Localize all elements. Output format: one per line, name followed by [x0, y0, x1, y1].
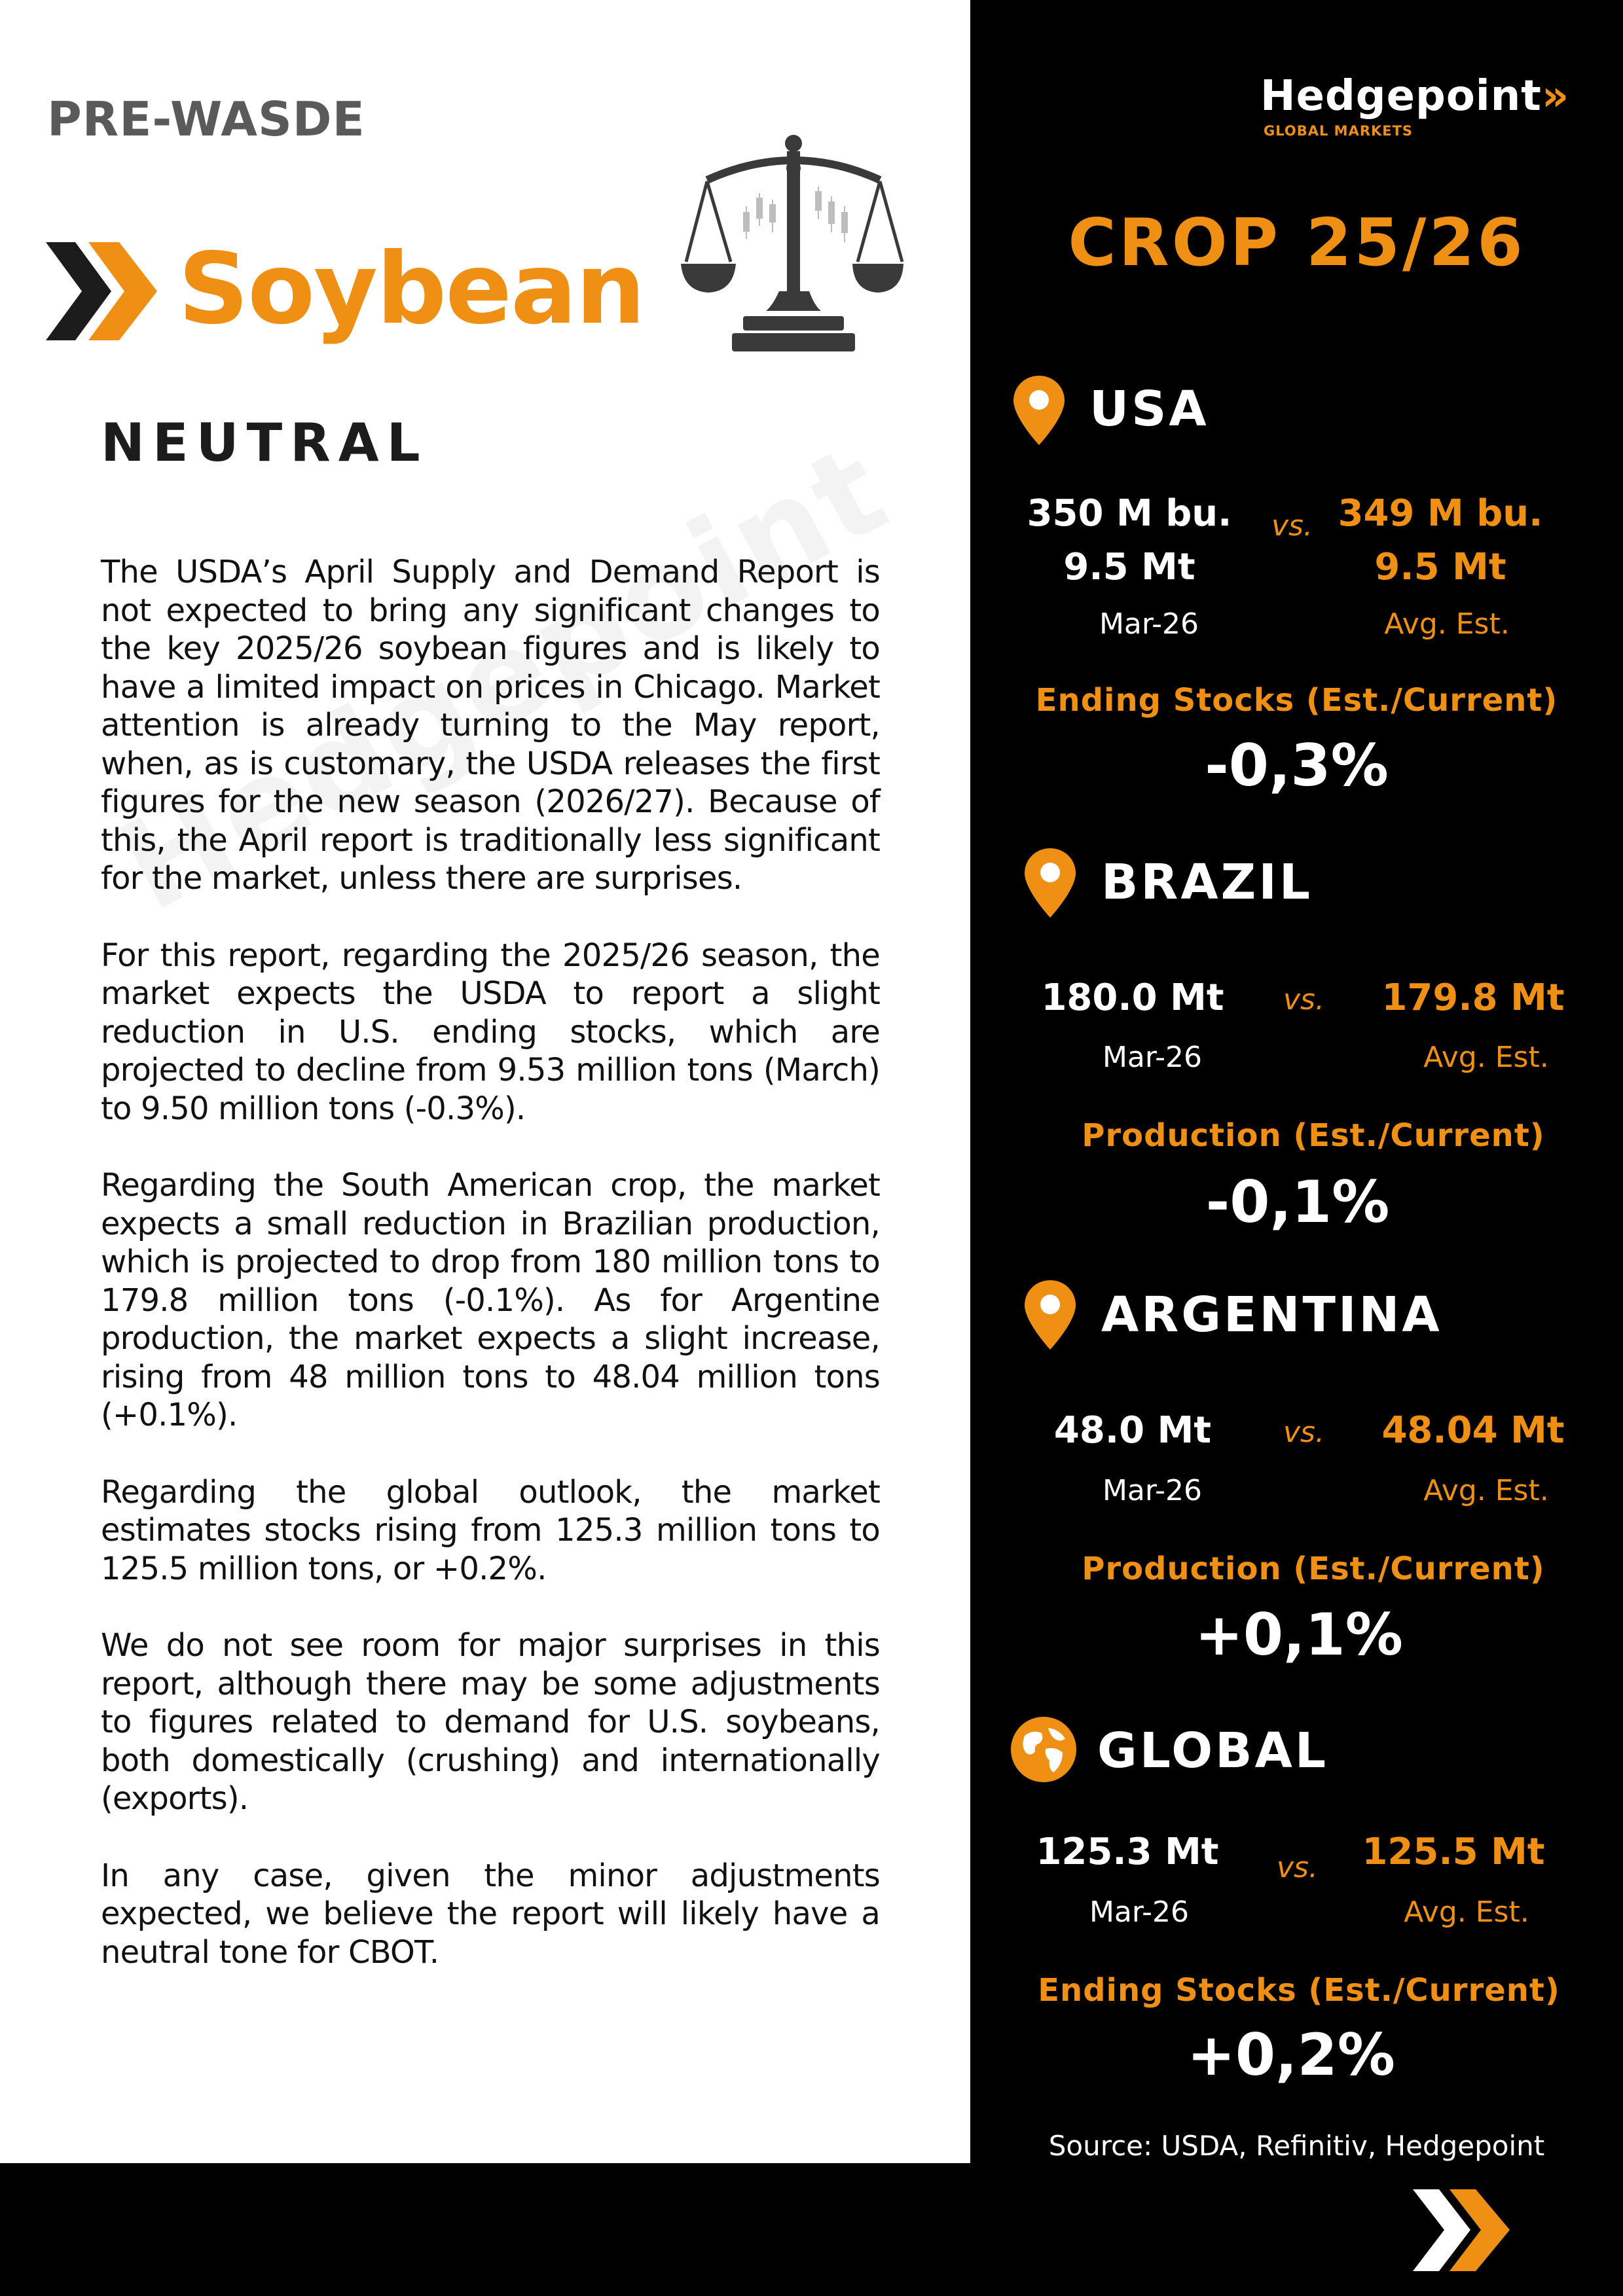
- brand-logo: [1260, 72, 1569, 120]
- footer-band: [0, 2163, 1623, 2296]
- map-pin-icon: [1012, 374, 1066, 446]
- current-label: Mar-26: [1102, 1041, 1203, 1074]
- current-value: 180.0 Mt: [1041, 977, 1224, 1019]
- estimate-value: 349 M bu.: [1338, 492, 1543, 535]
- current-label: Mar-26: [1089, 1895, 1190, 1929]
- current-value: 350 M bu.: [1027, 492, 1232, 535]
- paragraph: For this report, regarding the 2025/26 season, the market expects the USDA to report a slight reduction in U.S. ending stocks, which are projected to decline from 9.53 million tons (March) to 9.50 million tons (-0.3%).: [101, 937, 880, 1127]
- metric-label: Production (Est./Current): [1082, 1117, 1545, 1154]
- source-note: Source: USDA, Refinitiv, Hedgepoint: [1048, 2130, 1545, 2162]
- current-label: Mar-26: [1099, 607, 1199, 641]
- estimate-label: Avg. Est.: [1423, 1041, 1549, 1074]
- paragraph: The USDA’s April Supply and Demand Report is not expected to bring any significant changes to the key 2025/26 soybean figures and is likely to have a limited impact on prices in Chicago. Market attention is already turning to the May report, when, as is customary, the USDA releases the first figures for the new season (2026/27). Because of this, the April report is traditionally less significant for the market, unless there are surprises.: [101, 554, 880, 897]
- chevron-arrows-icon: [1413, 2189, 1510, 2271]
- estimate-label: Avg. Est.: [1384, 607, 1510, 641]
- metric-label: Ending Stocks (Est./Current): [1035, 682, 1558, 719]
- change-percent: -0,1%: [1205, 1168, 1390, 1236]
- map-pin-icon: [1023, 847, 1077, 919]
- change-percent: -0,3%: [1205, 732, 1389, 799]
- change-percent: +0,2%: [1187, 2021, 1395, 2089]
- region-name-brazil: BRAZIL: [1101, 854, 1313, 910]
- estimate-value: 179.8 Mt: [1381, 977, 1565, 1019]
- estimate-label: Avg. Est.: [1404, 1895, 1529, 1929]
- paragraph: We do not see room for major surprises in this report, although there may be some adjustments to figures related to demand for U.S. soybeans, both domestically (crushing) and internationally (exports).: [101, 1627, 880, 1817]
- vs-label: vs.: [1271, 509, 1313, 543]
- current-value: 125.3 Mt: [1036, 1831, 1219, 1873]
- sentiment-label: NEUTRAL: [101, 412, 428, 473]
- current-label: Mar-26: [1102, 1474, 1203, 1507]
- paragraph: Regarding the South American crop, the market expects a small reduction in Brazilian production, which is projected to drop from 180 million tons to 179.8 million tons (-0.1%). As for Argentine production, the market expects a slight increase, rising from 48 million tons to 48.04 million tons (+0.1%).: [101, 1167, 880, 1433]
- map-pin-icon: [1023, 1279, 1077, 1351]
- estimate-value: 48.04 Mt: [1381, 1409, 1565, 1452]
- crop-title: CROP 25/26: [1068, 204, 1525, 281]
- estimate-value: 125.5 Mt: [1362, 1831, 1545, 1873]
- paragraph: In any case, given the minor adjustments expected, we believe the report will likely have a neutral tone for CBOT.: [101, 1857, 880, 1971]
- metric-label: Ending Stocks (Est./Current): [1038, 1972, 1560, 2009]
- region-name-global: GLOBAL: [1097, 1723, 1328, 1779]
- paragraph: Regarding the global outlook, the market estimates stocks rising from 125.3 million tons to 125.5 million tons, or +0.2%.: [101, 1473, 880, 1587]
- change-percent: +0,1%: [1195, 1601, 1403, 1668]
- region-name-argentina: ARGENTINA: [1101, 1287, 1442, 1343]
- vs-label: vs.: [1283, 1416, 1324, 1449]
- current-value-mt: 9.5 Mt: [1063, 546, 1195, 588]
- current-value: 48.0 Mt: [1053, 1409, 1212, 1452]
- balance-scale-icon: [681, 134, 903, 353]
- brand-name: Hedgepoint: [1260, 72, 1542, 120]
- region-name-usa: USA: [1089, 381, 1209, 437]
- vs-label: vs.: [1277, 1851, 1318, 1884]
- estimate-value-mt: 9.5 Mt: [1374, 546, 1506, 588]
- metric-label: Production (Est./Current): [1082, 1551, 1545, 1587]
- brand-arrows-icon: »: [1541, 72, 1570, 120]
- commodity-title: Soybean: [178, 232, 644, 346]
- vs-label: vs.: [1283, 983, 1324, 1016]
- chevron-arrows-icon: [46, 242, 157, 340]
- globe-icon: [1010, 1716, 1077, 1783]
- brand-subtitle: GLOBAL MARKETS: [1264, 123, 1413, 139]
- estimate-label: Avg. Est.: [1423, 1474, 1549, 1507]
- report-body: [101, 553, 880, 2010]
- report-label: PRE-WASDE: [47, 92, 365, 147]
